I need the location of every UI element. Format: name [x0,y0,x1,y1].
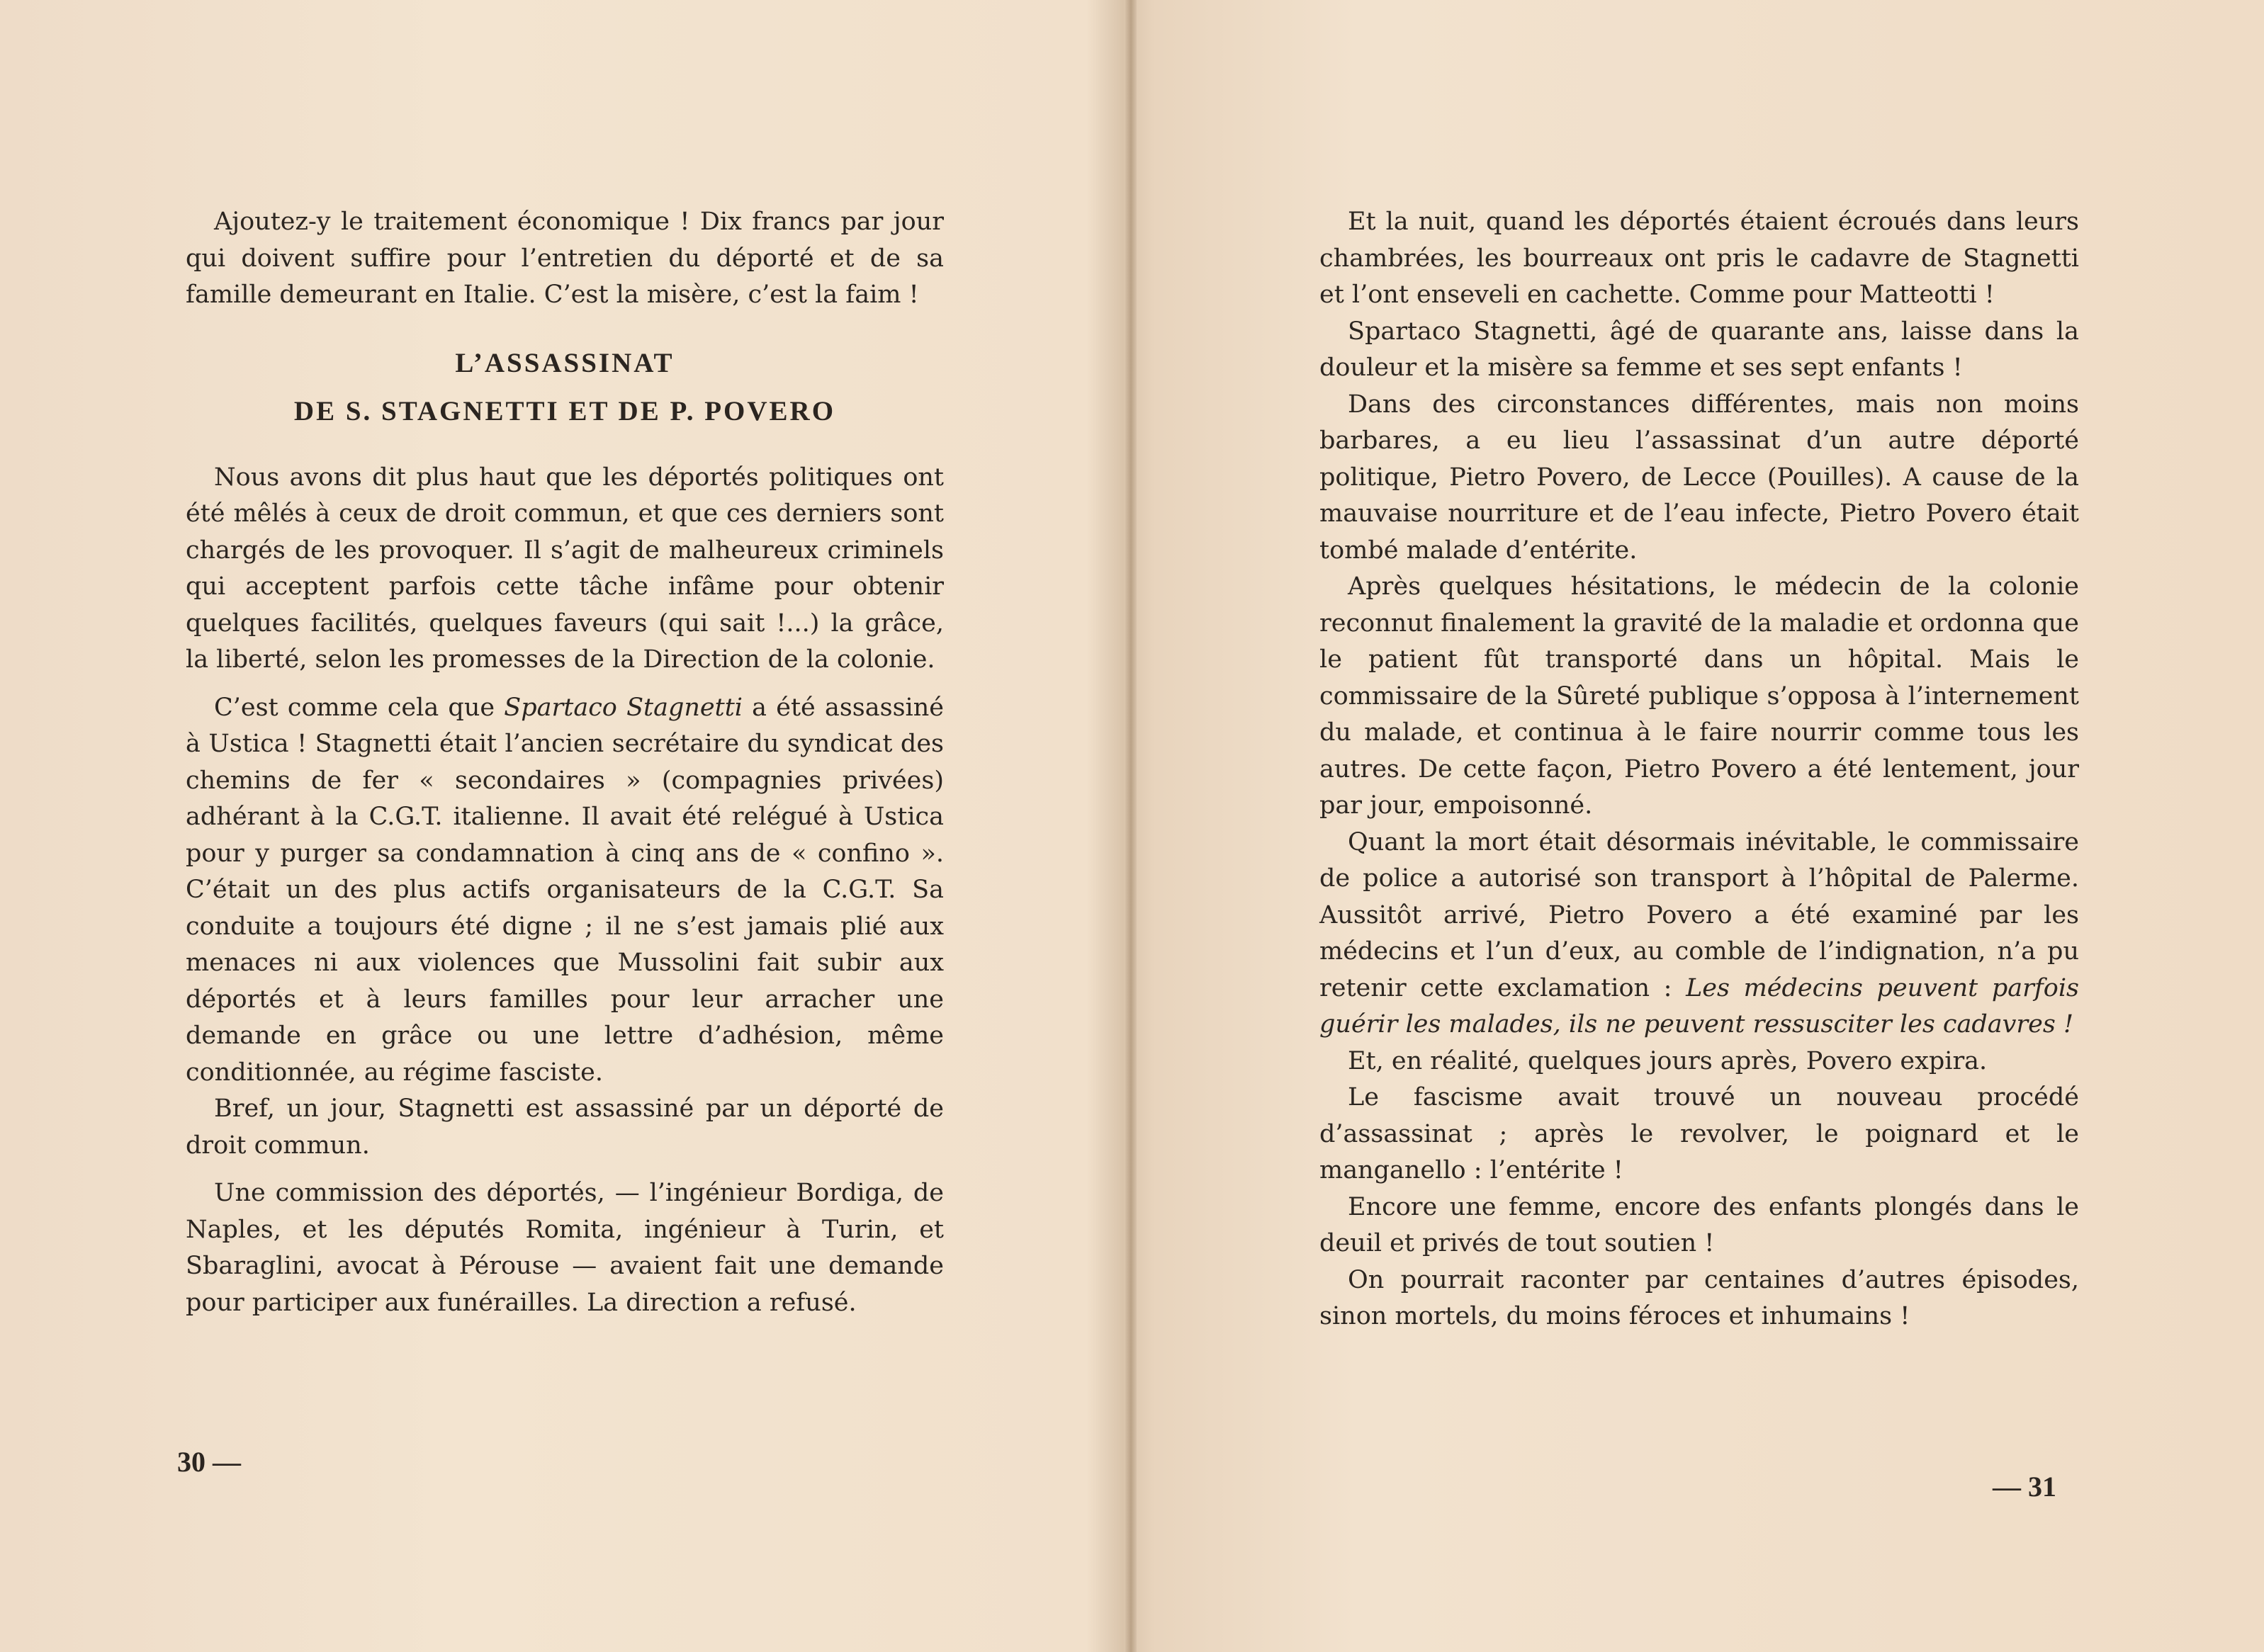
right-page [1319,0,2079,1652]
paragraph [1319,825,2079,1043]
paragraph: Nous avons dit plus haut que les déportés politiques ont été mêlés à ceux de droit commun, et que ces derniers sont chargés de les provoquer. Il s’agit de malheureux criminels qui acceptent parfois cette tâche infâme pour obtenir quelques facilités, quelques faveurs (qui sait !...) la grâce, la liberté, selon les promesses de la Direction de la colonie. [186,463,944,674]
paragraph: Le fascisme avait trouvé un nouveau procédé d’assassinat ; après le revolver, le poignard et le manganello : l’entérite ! [1319,1083,2079,1184]
heading-line-1: L’ASSASSINAT [455,347,675,378]
paragraph: Et la nuit, quand les déportés étaient écroués dans leurs chambrées, les bourreaux ont pris le cadavre de Stagnetti et l’ont enseveli en cachette. Comme pour Matteotti ! [1319,208,2079,309]
paragraph: Une commission des déportés, — l’ingénieur Bordiga, de Naples, et les députés Romita, ingénieur à Turin, et Sbaraglini, avocat à Pérouse — avaient fait une demande pour participer aux funérailles. La direction a refusé. [186,1179,944,1317]
text-run: C’est comme cela que [214,693,505,722]
page-number-right: — 31 [1993,1471,2056,1503]
text-run: Quant la mort était désormais inévitable, le commissaire de police a autorisé son transport à l’hôpital de Palerme. Aussitôt arrivé, Pietro Povero a été examiné par les médecins et l’un d’eux, au comble de l’indignation, n’a pu retenir cette exclamation : [1319,827,2079,1002]
italic-quote: Les médecins peuvent parfois guérir les malades, ils ne peuvent ressusciter les cadavres ! [1319,973,2080,1039]
page-number-left: 30 — [177,1446,241,1478]
heading-line-2: DE S. STAGNETTI ET DE P. POVERO [293,395,836,426]
italic-name: Spartaco Stagnetti [504,693,743,722]
paragraph: Après quelques hésitations, le médecin de la colonie reconnut finalement la gravité de la maladie et ordonna que le patient fût transporté dans un hôpital. Mais le commissaire de la Sûreté publique s’opposa à l’internement du malade, et continua à le faire nourrir comme tous les autres. De cette façon, Pietro Povero a été lentement, jour par jour, empoisonné. [1319,572,2079,820]
paragraph: Encore une femme, encore des enfants plongés dans le deuil et privés de tout soutien ! [1319,1192,2079,1257]
paragraph-intro: Ajoutez-y le traitement économique ! Dix francs par jour qui doivent suffire pour l’entretien du déporté et de sa famille demeurant en Italie. C’est la misère, c’est la faim ! [186,208,944,309]
section-heading [186,339,944,436]
paragraph: On pourrait raconter par centaines d’autres épisodes, sinon mortels, du moins féroces et inhumains ! [1319,1265,2079,1330]
left-page [186,0,944,1652]
text-run: a été assassiné à Ustica ! Stagnetti était l’ancien secrétaire du syndicat des chemins de fer « secondaires » (compagnies privées) adhérant à la C.G.T. italienne. Il avait été relégué à Ustica pour y purger sa condamnation à cinq ans de « confino ». C’était un des plus actifs organisateurs de la C.G.T. Sa conduite a toujours été digne ; il ne s’est jamais plié aux menaces ni aux violences que Mussolini fait subir aux déportés et à leurs familles pour leur arracher une demande en grâce ou une lettre d’adhésion, même conditionnée, au régime fasciste. [186,693,944,1087]
paragraph: Bref, un jour, Stagnetti est assassiné par un déporté de droit commun. [186,1094,944,1160]
book-gutter [1125,0,1137,1652]
left-text-column [186,204,944,1321]
paragraph: Dans des circonstances différentes, mais non moins barbares, a eu lieu l’assassinat d’un autre déporté politique, Pietro Povero, de Lecce (Pouilles). A cause de la mauvaise nourriture et de l’eau infecte, Pietro Povero était tombé malade d’entérite. [1319,390,2079,565]
paragraph: Spartaco Stagnetti, âgé de quarante ans, laisse dans la douleur et la misère sa femme et ses sept enfants ! [1319,317,2079,382]
paragraph [186,690,944,1092]
right-text-column [1319,204,2079,1335]
paragraph: Et, en réalité, quelques jours après, Povero expira. [1348,1046,1988,1075]
